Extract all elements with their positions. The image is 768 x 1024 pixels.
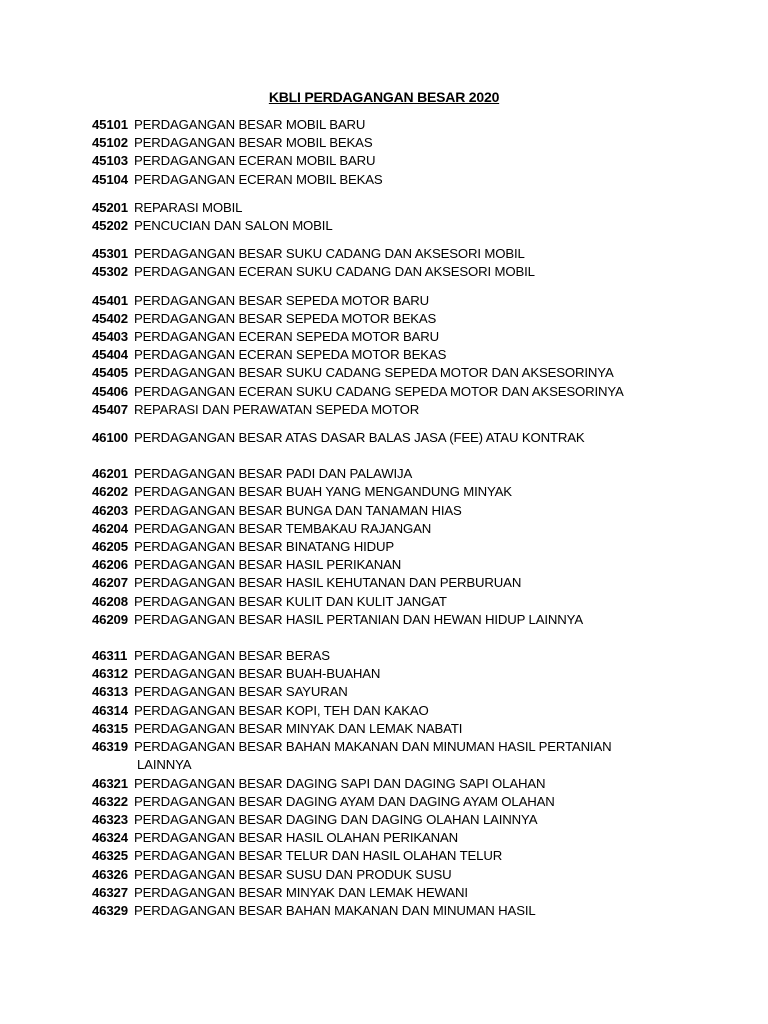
code-row <box>92 902 752 920</box>
kbli-code: 45401 <box>92 292 128 308</box>
code-row <box>92 171 752 189</box>
kbli-description: PERDAGANGAN BESAR BERAS <box>134 648 330 664</box>
code-row <box>92 593 752 611</box>
kbli-description: PERDAGANGAN BESAR PADI DAN PALAWIJA <box>134 466 413 482</box>
kbli-code: 46204 <box>92 520 128 536</box>
kbli-description: PERDAGANGAN BESAR BUAH YANG MENGANDUNG MINYAK <box>134 484 512 500</box>
kbli-description: PERDAGANGAN BESAR MOBIL BARU <box>134 117 366 132</box>
kbli-description: PERDAGANGAN BESAR BAHAN MAKANAN DAN MINUMAN HASIL PERTANIAN <box>134 739 612 755</box>
code-row <box>92 538 752 556</box>
kbli-code: 46201 <box>92 466 128 482</box>
kbli-code: 45104 <box>92 171 128 187</box>
code-row <box>92 263 752 281</box>
kbli-description: PERDAGANGAN BESAR DAGING DAN DAGING OLAHAN LAINNYA <box>134 811 538 827</box>
kbli-description: PERDAGANGAN BESAR TEMBAKAU RAJANGAN <box>134 520 432 536</box>
kbli-description: PENCUCIAN DAN SALON MOBIL <box>134 218 333 234</box>
code-group <box>92 465 752 629</box>
code-group <box>92 647 752 920</box>
kbli-description-continuation: LAINNYA <box>137 757 192 773</box>
kbli-code: 46326 <box>92 866 128 882</box>
code-row <box>92 866 752 884</box>
code-row <box>92 502 752 520</box>
code-row <box>92 245 752 263</box>
kbli-code: 45102 <box>92 135 128 151</box>
kbli-code: 46319 <box>92 739 128 755</box>
code-row <box>92 520 752 538</box>
code-row <box>92 429 752 447</box>
kbli-code: 45103 <box>92 153 128 169</box>
kbli-code: 46208 <box>92 593 128 609</box>
code-row <box>92 793 752 811</box>
code-row <box>92 116 752 134</box>
kbli-code: 45404 <box>92 347 128 363</box>
kbli-code: 46312 <box>92 666 128 682</box>
kbli-description: PERDAGANGAN BESAR MINYAK DAN LEMAK HEWANI <box>134 884 468 900</box>
kbli-description: PERDAGANGAN ECERAN MOBIL BARU <box>134 153 376 169</box>
kbli-code: 46324 <box>92 830 128 846</box>
kbli-code: 46206 <box>92 557 128 573</box>
code-group <box>92 429 752 447</box>
code-row <box>92 134 752 152</box>
kbli-code: 46315 <box>92 720 128 736</box>
code-row <box>92 292 752 310</box>
code-row <box>92 847 752 865</box>
kbli-description: PERDAGANGAN BESAR HASIL PERIKANAN <box>134 557 402 573</box>
kbli-code: 46202 <box>92 484 128 500</box>
code-group <box>92 116 752 189</box>
kbli-description: PERDAGANGAN BESAR MOBIL BEKAS <box>134 135 373 151</box>
code-row <box>92 383 752 401</box>
code-row <box>92 364 752 382</box>
kbli-description: PERDAGANGAN BESAR KOPI, TEH DAN KAKAO <box>134 702 429 718</box>
code-row <box>92 775 752 793</box>
kbli-code: 45101 <box>92 117 128 132</box>
kbli-description: PERDAGANGAN BESAR DAGING SAPI DAN DAGING SAPI OLAHAN <box>134 775 546 791</box>
code-group <box>92 199 752 235</box>
kbli-description: PERDAGANGAN BESAR SUKU CADANG DAN AKSESORI MOBIL <box>134 246 525 262</box>
kbli-code: 45402 <box>92 310 128 326</box>
code-row <box>92 611 752 629</box>
kbli-code: 45201 <box>92 199 128 215</box>
kbli-description: PERDAGANGAN ECERAN SUKU CADANG SEPEDA MOTOR DAN AKSESORINYA <box>134 383 624 399</box>
code-row <box>92 217 752 235</box>
kbli-code: 46322 <box>92 793 128 809</box>
kbli-description: PERDAGANGAN ECERAN SEPEDA MOTOR BARU <box>134 329 440 345</box>
kbli-code: 45202 <box>92 218 128 234</box>
code-row <box>92 811 752 829</box>
kbli-description: PERDAGANGAN BESAR SUSU DAN PRODUK SUSU <box>134 866 452 882</box>
code-row <box>92 483 752 501</box>
kbli-code: 45405 <box>92 365 128 381</box>
kbli-code: 45403 <box>92 329 128 345</box>
kbli-description: PERDAGANGAN BESAR HASIL KEHUTANAN DAN PERBURUAN <box>134 575 522 591</box>
kbli-description: PERDAGANGAN ECERAN SEPEDA MOTOR BEKAS <box>134 347 447 363</box>
kbli-description: PERDAGANGAN BESAR SUKU CADANG SEPEDA MOTOR DAN AKSESORINYA <box>134 365 614 381</box>
kbli-code: 46311 <box>92 648 128 664</box>
kbli-code: 46321 <box>92 775 128 791</box>
kbli-description: PERDAGANGAN BESAR MINYAK DAN LEMAK NABATI <box>134 720 463 736</box>
kbli-description: PERDAGANGAN BESAR SEPEDA MOTOR BEKAS <box>134 310 437 326</box>
code-row <box>92 702 752 720</box>
code-row <box>92 574 752 592</box>
kbli-code: 45406 <box>92 383 128 399</box>
code-row <box>92 683 752 701</box>
code-row <box>92 328 752 346</box>
kbli-description: PERDAGANGAN BESAR BUNGA DAN TANAMAN HIAS <box>134 502 462 518</box>
document-title: KBLI PERDAGANGAN BESAR 2020 <box>268 89 500 105</box>
kbli-description: PERDAGANGAN ECERAN MOBIL BEKAS <box>134 171 383 187</box>
code-row <box>92 720 752 738</box>
code-row <box>92 556 752 574</box>
kbli-description: PERDAGANGAN BESAR HASIL PERTANIAN DAN HEWAN HIDUP LAINNYA <box>134 611 583 627</box>
kbli-code-list <box>92 116 752 920</box>
kbli-code: 46329 <box>92 902 128 918</box>
code-row <box>92 401 752 419</box>
kbli-code: 46325 <box>92 848 128 864</box>
code-row <box>92 346 752 364</box>
code-row <box>92 647 752 665</box>
kbli-code: 46209 <box>92 611 128 627</box>
kbli-description: PERDAGANGAN BESAR BINATANG HIDUP <box>134 539 394 555</box>
code-row <box>92 152 752 170</box>
code-group <box>92 245 752 281</box>
kbli-code: 46323 <box>92 811 128 827</box>
kbli-description: PERDAGANGAN BESAR SAYURAN <box>134 684 348 700</box>
kbli-description: PERDAGANGAN BESAR DAGING AYAM DAN DAGING AYAM OLAHAN <box>134 793 555 809</box>
kbli-code: 45301 <box>92 246 128 262</box>
kbli-code: 45302 <box>92 264 128 280</box>
code-row <box>92 738 752 756</box>
kbli-description: REPARASI DAN PERAWATAN SEPEDA MOTOR <box>134 401 420 417</box>
code-row <box>92 829 752 847</box>
kbli-description: PERDAGANGAN ECERAN SUKU CADANG DAN AKSESORI MOBIL <box>134 264 535 280</box>
kbli-description: PERDAGANGAN BESAR ATAS DASAR BALAS JASA (FEE) ATAU KONTRAK <box>134 430 585 446</box>
kbli-code: 46207 <box>92 575 128 591</box>
code-row <box>92 665 752 683</box>
kbli-description: PERDAGANGAN BESAR BUAH-BUAHAN <box>134 666 381 682</box>
kbli-description: PERDAGANGAN BESAR SEPEDA MOTOR BARU <box>134 292 429 308</box>
kbli-code: 46313 <box>92 684 128 700</box>
code-row <box>92 199 752 217</box>
code-group <box>92 292 752 419</box>
code-row <box>92 465 752 483</box>
kbli-description: PERDAGANGAN BESAR BAHAN MAKANAN DAN MINUMAN HASIL <box>134 902 536 918</box>
kbli-code: 46100 <box>92 430 128 446</box>
kbli-description: PERDAGANGAN BESAR TELUR DAN HASIL OLAHAN TELUR <box>134 848 503 864</box>
code-row <box>92 310 752 328</box>
kbli-code: 46314 <box>92 702 128 718</box>
kbli-code: 46203 <box>92 502 128 518</box>
kbli-description: PERDAGANGAN BESAR HASIL OLAHAN PERIKANAN <box>134 830 459 846</box>
kbli-description: REPARASI MOBIL <box>134 199 243 215</box>
kbli-code: 46205 <box>92 539 128 555</box>
kbli-code: 45407 <box>92 401 128 417</box>
kbli-description: PERDAGANGAN BESAR KULIT DAN KULIT JANGAT <box>134 593 447 609</box>
code-row <box>92 884 752 902</box>
kbli-code: 46327 <box>92 884 128 900</box>
